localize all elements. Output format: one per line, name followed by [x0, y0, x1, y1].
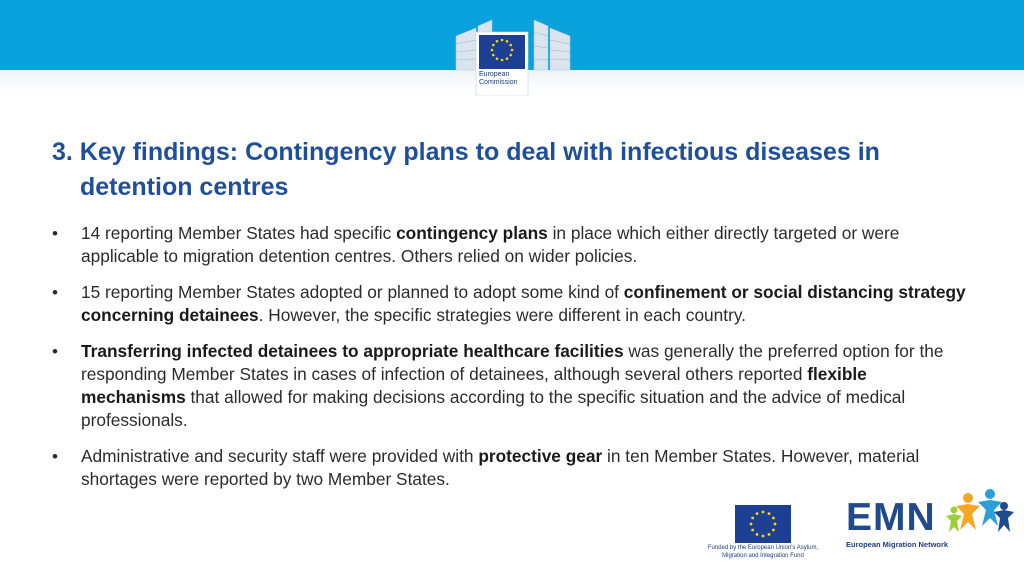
emn-figures-icon: [946, 484, 1016, 540]
finding-item: • Transferring infected detainees to appropriate healthcare facilities was generally the preferred option for the responding Member States in cases of infection of detainees, although several others reported flexible mechanisms that allowed for making decisions according to the specific situation and the advice of medical professionals.: [52, 341, 944, 430]
emn-logo-text: EMN: [846, 496, 936, 539]
ec-logo-label: European Commission: [479, 71, 518, 86]
eu-flag-icon: [735, 505, 791, 543]
finding-item: • 15 reporting Member States adopted or planned to adopt some kind of confinement or social distancing strategy concerning detainees. However, the specific strategies were different in each country.: [52, 282, 966, 325]
funding-text: Funded by the European Union's Asylum, Migration and Integration Fund: [707, 545, 819, 559]
title-line-2: detention centres: [80, 173, 289, 201]
emn-subtitle: European Migration Network: [846, 540, 949, 549]
finding-item: • 14 reporting Member States had specific contingency plans in place which either directly targeted or were applicable to migration detention centres. Others relied on wider policies.: [52, 223, 900, 266]
finding-item: • Administrative and security staff were provided with protective gear in ten Member States. However, material shortages were reported by two Member States.: [52, 446, 920, 489]
slide-title: [52, 135, 952, 205]
title-line-1: 3. Key findings: Contingency plans to deal with infectious diseases in: [52, 138, 880, 166]
findings-list: [52, 222, 972, 504]
